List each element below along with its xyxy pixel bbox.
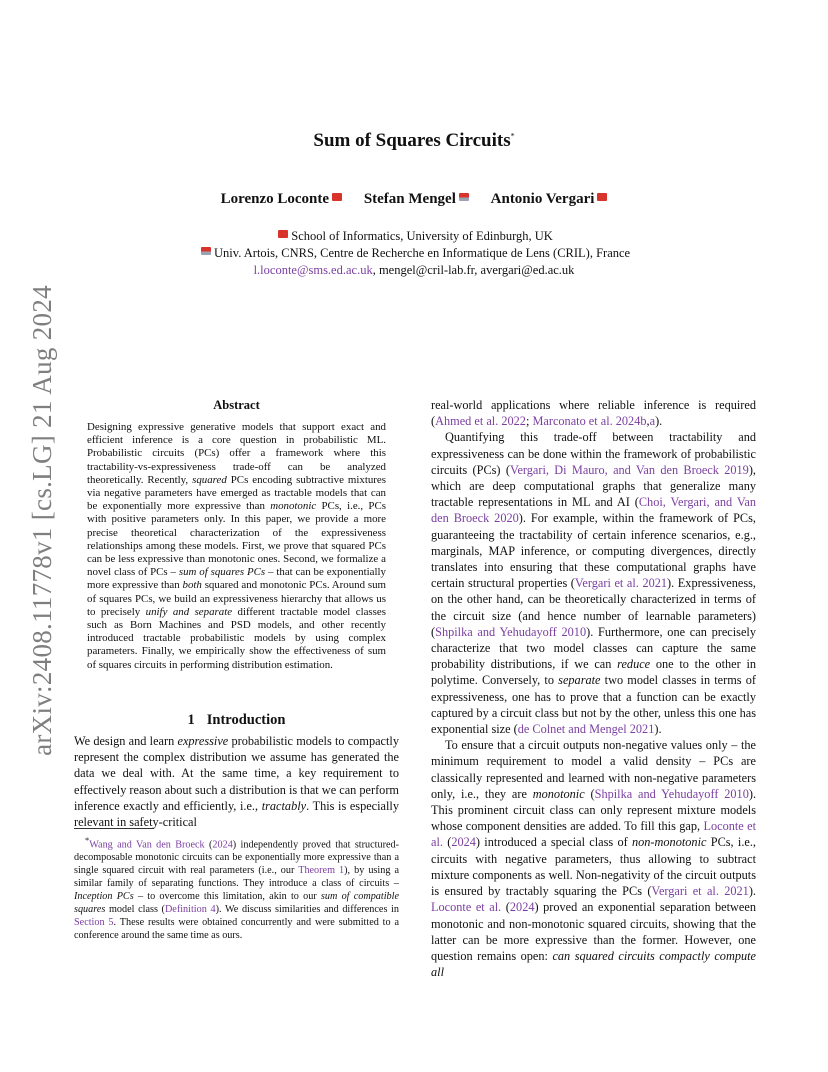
affiliation-text: School of Informatics, University of Edinburgh, UK: [291, 229, 553, 243]
artois-affiliation-icon: [201, 247, 211, 255]
paragraph-nonnegative: To ensure that a circuit outputs non-negative values only – the minimum requirement to model a valid density – PCs are classically represented and learned with non-negative parameters only, i.e., they are monotonic (Shpilka and Yehudayoff 2010). This prominent circuit class can only represent mixture models whose component densities are added. To fill this gap, Loconte et al. (2024) introduced a special class of non-monotonic PCs, i.e., circuits with negative parameters, thus allowing to subtract mixture components as well. Non-negativity of the circuit outputs is ensured by tractably squaring the PCs (Vergari et al. 2021). Loconte et al. (2024) proved an exponential separation between monotonic and non-monotonic squared circuits, showing that the latter can be more expressive than the former. However, one question remains open: can squared circuits compactly compute all: [431, 738, 757, 980]
abstract-heading: Abstract: [213, 398, 260, 412]
citation-link[interactable]: Ahmed et al. 2022: [435, 414, 526, 429]
affiliation-text: Univ. Artois, CNRS, Centre de Recherche en Informatique de Lens (CRIL), France: [214, 246, 631, 260]
author-vergari: [491, 191, 608, 208]
affiliations: [74, 228, 754, 279]
artois-affiliation-icon: [459, 193, 469, 201]
author-name: Antonio Vergari: [490, 191, 595, 207]
edinburgh-affiliation-icon: [332, 193, 342, 201]
title-footnote-mark[interactable]: *: [510, 131, 515, 141]
citation-link[interactable]: Vergari, Di Mauro, and Van den Broeck 2019: [509, 462, 749, 477]
footnote: *Wang and Van den Broeck (2024) independently proved that structured-decomposable monotonic circuits can be exponentially more expressive than a single squared circuit with real parameters (i.e., our Theorem 1), by using a similar family of separating functions. They introduce a class of circuits – Inception PCs – to overcome this limitation, akin to our sum of compatible squares model class (Definition 4). We discuss similarities and differences in Section 5. These results were obtained concurrently and were submitted to a conference around the same time as ours.: [74, 835, 399, 942]
author-mengel: [364, 191, 469, 208]
author-name: Lorenzo Loconte: [220, 191, 330, 207]
affiliation-artois: [74, 245, 754, 262]
author-name: Stefan Mengel: [363, 191, 456, 207]
citation-link[interactable]: Shpilka and Yehudayoff 2010: [594, 786, 749, 801]
paper-title: [74, 130, 754, 152]
author-list: [74, 191, 754, 208]
citation-link[interactable]: 2024: [212, 839, 233, 851]
paragraph-continuation: real-world applications where reliable inference is required (Ahmed et al. 2022; Marconato et al. 2024b,a).: [431, 398, 756, 429]
citation-link[interactable]: Choi, Vergari, and Van den Broeck 2020: [431, 495, 756, 526]
right-column: [431, 397, 756, 980]
citation-link[interactable]: 2024: [451, 835, 476, 850]
email-link[interactable]: l.loconte@sms.ed.ac.uk: [253, 263, 373, 277]
arxiv-identifier-text: arXiv:2408.11778v1 [cs.LG] 21 Aug 2024: [26, 284, 57, 756]
citation-link[interactable]: a: [649, 414, 656, 429]
section-number: 1: [187, 712, 195, 728]
citation-link[interactable]: Marconato et al. 2024b: [532, 414, 647, 429]
citation-link[interactable]: Vergari et al. 2021: [574, 576, 668, 591]
edinburgh-affiliation-icon: [278, 230, 288, 238]
theorem-ref-link[interactable]: Theorem 1: [298, 865, 345, 877]
footnote-divider: [74, 828, 154, 829]
section-heading-introduction: [74, 712, 399, 729]
citation-link[interactable]: 2024: [509, 900, 535, 915]
edinburgh-affiliation-icon: [597, 193, 607, 201]
arxiv-identifier-stamp: [22, 280, 62, 760]
affiliation-edinburgh: [74, 228, 754, 245]
email-text: , mengel@cril-lab.fr, avergari@ed.ac.uk: [372, 263, 575, 277]
author-loconte: [221, 191, 342, 208]
paragraph-tradeoff: Quantifying this trade-off between tractability and expressiveness can be done within the framework of probabilistic circuits (PCs) (Vergari, Di Mauro, and Van den Broeck 2019), which are deep computational graphs that generalize many tractable representations in ML and AI (Choi, Vergari, and Van den Broeck 2020). For example, within the framework of PCs, guaranteeing the tractability of certain inference scenarios, e.g., marginals, MAP inference, or computing divergences, directly translates into ensuring that these computational graphs have certain structural properties (Vergari et al. 2021). Expressiveness, on the other hand, can be theoretically characterized in terms of the circuit size (and hence number of learnable parameters) (Shpilka and Yehudayoff 2010). Furthermore, one can precisely characterize that two model classes can capture the same probability distributions, if we can reduce one to the other in polytime. Conversely, to separate two model classes in terms of expressiveness, one has to prove that a function can be exactly captured by a circuit class but not by the other, unless this one has exponential size (de Colnet and Mengel 2021).: [431, 430, 757, 737]
citation-link[interactable]: Vergari et al. 2021: [651, 884, 749, 899]
author-emails: [74, 262, 754, 279]
section-ref-link[interactable]: Section 5: [74, 917, 114, 929]
footnote-mark: *: [85, 835, 90, 845]
introduction-paragraph: We design and learn expressive probabilistic models to compactly represent the complex distribution we assume has generated the data we deal with. At the same time, a key requirement to effectively reason about such a distribution is that we can perform inference exactly and efficiently, i.e., tractably. This is especially relevant in safety-critical: [74, 734, 399, 830]
citation-link[interactable]: Loconte et al.: [431, 900, 502, 915]
abstract-body: Designing expressive generative models that support exact and efficient inference is a core question in probabilistic ML. Probabilistic circuits (PCs) offer a framework where this tractability-vs-expressiveness trade-off can be analyzed theoretically. Recently, squared PCs encoding subtractive mixtures via negative parameters have emerged as tractable models that can be exponentially more expressive than monotonic PCs, i.e., PCs with positive parameters only. In this paper, we provide a more precise theoretical characterization of the expressiveness relationships among these models. First, we prove that squared PCs can be less expressive than monotonic ones. Second, we formalize a novel class of PCs – sum of squares PCs – that can be exponentially more expressive than both squared and monotonic PCs. Around sum of squares PCs, we build an expressiveness hierarchy that allows us to precisely unify and separate different tractable model classes such as Born Machines and PSD models, and other recently introduced tractable probabilistic models by using complex parameters. Finally, we empirically show the effectiveness of sum of squares circuits in performing distribution estimation.: [87, 421, 387, 671]
citation-link[interactable]: Wang and Van den Broeck: [89, 839, 205, 851]
paper-title-block: [74, 130, 754, 152]
citation-link[interactable]: de Colnet and Mengel 2021: [517, 722, 655, 737]
section-title: Introduction: [206, 712, 286, 728]
paper-title-text: Sum of Squares Circuits: [313, 130, 511, 151]
citation-link[interactable]: Loconte et al.: [431, 819, 756, 850]
citation-link[interactable]: Shpilka and Yehudayoff 2010: [435, 624, 587, 639]
definition-ref-link[interactable]: Definition 4: [164, 904, 216, 916]
